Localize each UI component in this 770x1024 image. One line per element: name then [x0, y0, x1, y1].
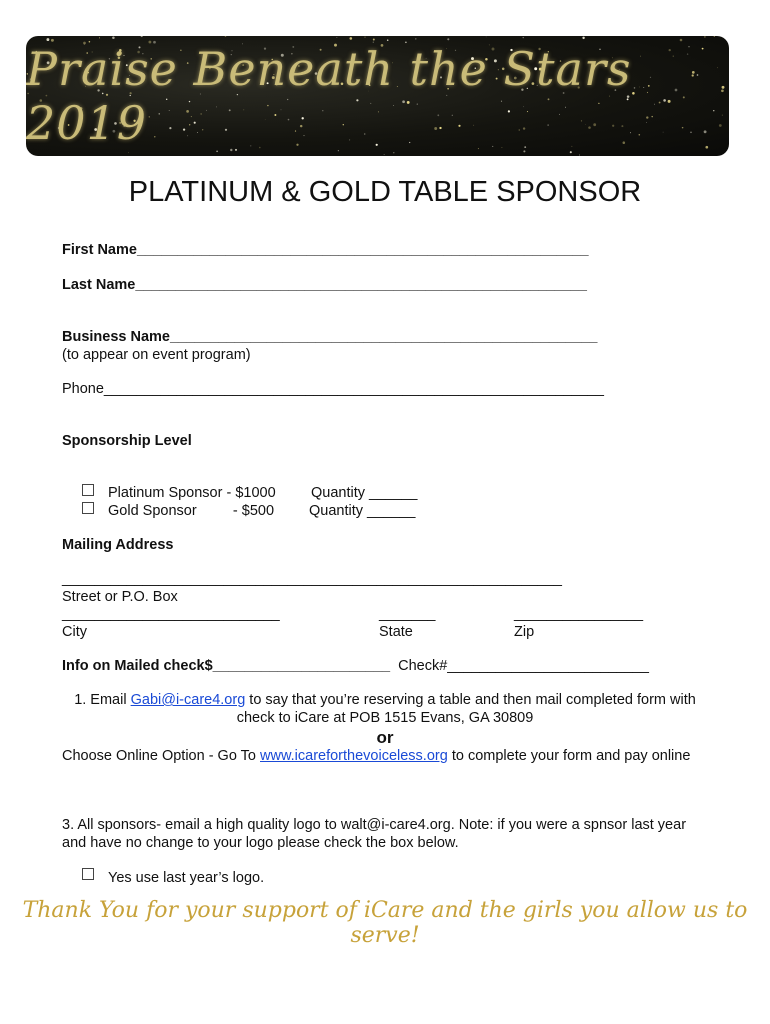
online-option-line	[62, 748, 690, 764]
sponsorship-level-heading: Sponsorship Level	[62, 433, 192, 449]
street-field[interactable]: ______________________________________________________________	[62, 571, 562, 587]
phone-field[interactable]: Phone______________________________________________________________	[62, 381, 604, 397]
reuse-logo-checkbox[interactable]	[82, 868, 94, 880]
step-1-prefix: 1. Email	[74, 692, 131, 708]
zip-label: Zip	[514, 624, 535, 640]
step-3-line-2: and have no change to your logo please check the box below.	[62, 835, 459, 851]
state-label: State	[379, 624, 413, 640]
gold-quantity-field[interactable]: Quantity ______	[309, 503, 416, 519]
online-prefix: Choose Online Option - Go To	[62, 748, 261, 764]
platinum-quantity-field[interactable]: Quantity ______	[311, 485, 418, 501]
zip-field[interactable]: ________________	[514, 606, 644, 622]
reuse-logo-label: Yes use last year’s logo.	[108, 870, 265, 886]
online-suffix: to complete your form and pay online	[447, 748, 691, 764]
email-link[interactable]: Gabi@i-care4.org	[130, 692, 246, 708]
platinum-checkbox[interactable]	[82, 484, 94, 496]
banner-title: Praise Beneath the Stars 2019	[26, 42, 632, 150]
gold-checkbox[interactable]	[82, 502, 94, 514]
city-label: City	[62, 624, 87, 640]
platinum-option[interactable]	[82, 482, 94, 498]
first-name-field[interactable]: First Name________________________________________________________	[62, 242, 589, 258]
thank-you-message: Thank You for your support of iCare and the girls you allow us to serve!	[22, 898, 748, 948]
last-name-field[interactable]: Last Name________________________________________________________	[62, 277, 587, 293]
gold-label: Gold Sponsor - $500	[108, 503, 275, 519]
state-field[interactable]: _______	[379, 606, 436, 622]
platinum-label: Platinum Sponsor - $1000	[108, 485, 276, 501]
business-name-note: (to appear on event program)	[62, 347, 251, 363]
check-number-field[interactable]: Check#_________________________	[398, 658, 649, 674]
step-1-suffix: to say that you’re reserving a table and then mail completed form with	[245, 692, 696, 708]
business-name-field[interactable]: Business Name_____________________________________________________	[62, 329, 598, 345]
page-title: PLATINUM & GOLD TABLE SPONSOR	[128, 176, 642, 208]
mailing-address-heading: Mailing Address	[62, 537, 174, 553]
step-1-line-1	[0, 692, 770, 708]
gold-option[interactable]	[82, 500, 94, 516]
website-link[interactable]: www.icareforthevoiceless.org	[260, 748, 448, 764]
event-banner	[26, 36, 729, 156]
step-1-line-2: check to iCare at POB 1515 Evans, GA 30809	[236, 710, 534, 726]
street-label: Street or P.O. Box	[62, 589, 178, 605]
or-label: or	[376, 728, 394, 747]
reuse-logo-option[interactable]	[82, 866, 94, 882]
city-field[interactable]: ___________________________	[62, 606, 280, 622]
step-3-line-1: 3. All sponsors- email a high quality logo to walt@i-care4.org. Note: if you were a spnsor last year	[62, 817, 687, 833]
check-amount-field[interactable]: Info on Mailed check$______________________	[62, 658, 391, 674]
check-info-row	[62, 658, 649, 674]
